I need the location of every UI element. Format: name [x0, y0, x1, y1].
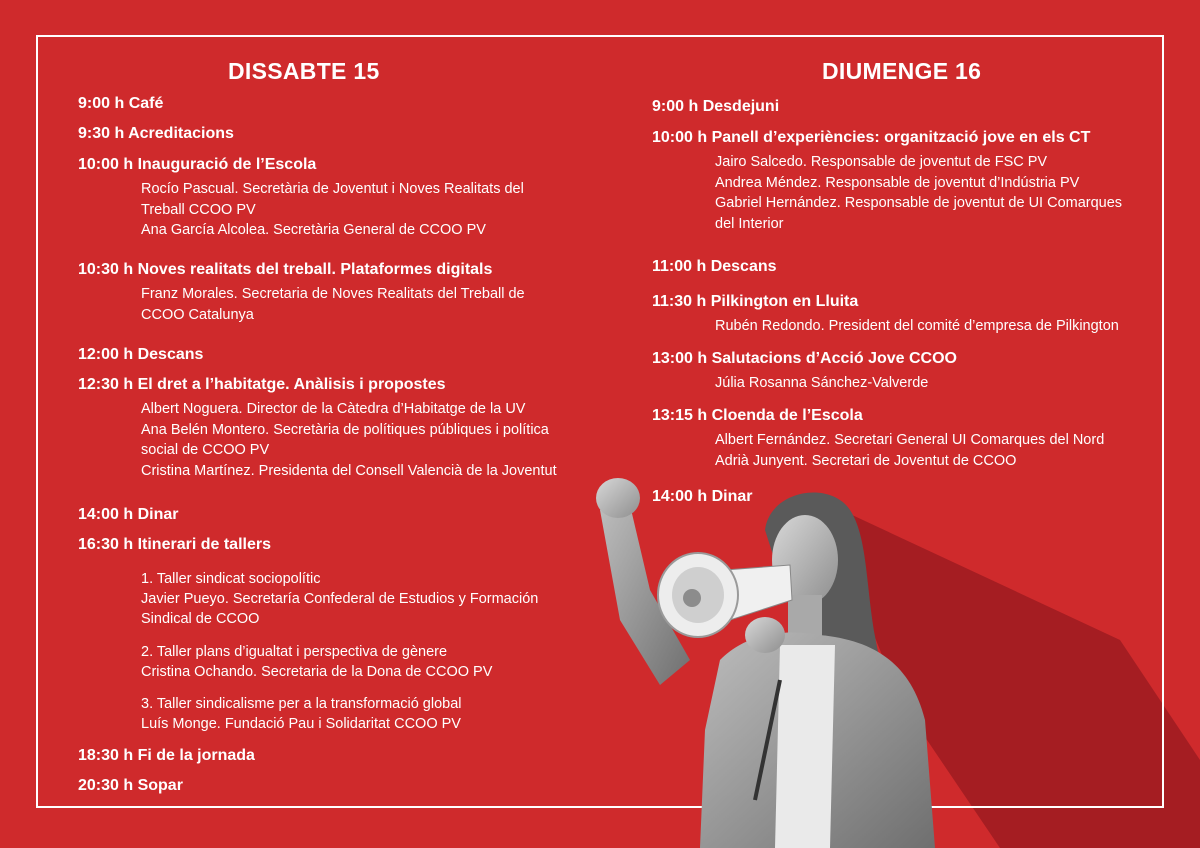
- speaker: Andrea Méndez. Responsable de joventut d’Indústria PV: [715, 174, 1080, 191]
- speaker-list: [715, 316, 1160, 337]
- schedule-entry: [78, 375, 598, 481]
- workshop-speaker: Luís Monge. Fundació Pau i Solidaritat CCOO PV: [141, 716, 461, 732]
- speaker: Rubén Redondo. President del comité d’empresa de Pilkington: [715, 318, 1119, 334]
- speaker: Jairo Salcedo. Responsable de joventut de FSC PV: [715, 154, 1048, 170]
- entry-title: 9:30 h Acreditacions: [78, 125, 234, 142]
- speaker: Rocío Pascual. Secretària de Joventut i Noves Realitats del Treball CCOO PV: [141, 181, 524, 218]
- schedule-entry: [652, 487, 1172, 507]
- speaker: Ana García Alcolea. Secretària General de CCOO PV: [141, 222, 486, 238]
- speaker: Franz Morales. Secretaria de Noves Realitats del Treball de CCOO Catalunya: [141, 286, 525, 323]
- entry-title: 10:30 h Noves realitats del treball. Plataformes digitals: [78, 261, 493, 278]
- entry-title: 12:00 h Descans: [78, 346, 204, 363]
- entry-title: 18:30 h Fi de la jornada: [78, 747, 255, 764]
- protester-photo: [580, 470, 1000, 848]
- schedule-entry: [78, 155, 598, 241]
- schedule-entry: [652, 128, 1172, 234]
- entry-title: 10:00 h Inauguració de l’Escola: [78, 156, 317, 173]
- workshop-item: [141, 694, 581, 734]
- schedule-entry: [652, 406, 1172, 471]
- speaker-list: [141, 284, 561, 325]
- entry-title: 14:00 h Dinar: [652, 488, 753, 505]
- entry-title: 14:00 h Dinar: [78, 506, 179, 523]
- entry-title: 13:15 h Cloenda de l’Escola: [652, 407, 863, 424]
- schedule-entry: [652, 97, 1172, 117]
- speaker: Ana Belén Montero. Secretària de polítiques públiques i política social de CCOO PV: [141, 421, 549, 458]
- schedule-entry: [652, 292, 1172, 337]
- workshop-speaker: Javier Pueyo. Secretaría Confederal de Estudios y Formación Sindical de CCOO: [141, 591, 539, 627]
- workshop-item: [141, 642, 581, 682]
- workshop-name: 2. Taller plans d’igualtat i perspectiva de gènere: [141, 644, 448, 660]
- speaker-list: [141, 179, 561, 241]
- entry-title: 20:30 h Sopar: [78, 777, 183, 794]
- entry-title: 10:00 h Panell d’experiències: organització jove en els CT: [652, 129, 1091, 146]
- schedule-entry: [78, 260, 598, 325]
- speaker-list: [715, 152, 1145, 234]
- schedule-entry: [652, 257, 1172, 277]
- speaker-list: [141, 399, 586, 481]
- schedule-entry: [78, 505, 598, 525]
- entry-title: 11:00 h Descans: [652, 258, 777, 275]
- entry-title: 16:30 h Itinerari de tallers: [78, 536, 271, 553]
- workshop-speaker: Cristina Ochando. Secretaria de la Dona de CCOO PV: [141, 664, 493, 680]
- schedule-entry: [78, 746, 598, 766]
- saturday-title: DISSABTE 15: [228, 58, 380, 84]
- workshop-name: 3. Taller sindicalisme per a la transformació global: [141, 696, 462, 712]
- speaker: Albert Noguera. Director de la Càtedra d’Habitatge de la UV: [141, 401, 526, 417]
- schedule-entry: [652, 349, 1172, 394]
- schedule-entry: [78, 535, 598, 555]
- entry-title: 12:30 h El dret a l’habitatge. Anàlisis i propostes: [78, 376, 446, 393]
- entry-title: 13:00 h Salutacions d’Acció Jove CCOO: [652, 350, 957, 367]
- speaker: Albert Fernández. Secretari General UI Comarques del Nord: [715, 432, 1105, 448]
- entry-title: 11:30 h Pilkington en Lluita: [652, 293, 859, 310]
- speaker: Gabriel Hernández. Responsable de joventut de UI Comarques del Interior: [715, 195, 1123, 232]
- schedule-entry: [78, 124, 598, 144]
- schedule-entry: [78, 345, 598, 365]
- entry-title: 9:00 h Desdejuni: [652, 98, 780, 115]
- workshop-item: [141, 569, 561, 629]
- entry-title: 9:00 h Café: [78, 95, 164, 112]
- speaker-list: [715, 373, 1145, 394]
- schedule-entry: [78, 776, 598, 796]
- speaker-list: [715, 430, 1160, 471]
- speaker: Júlia Rosanna Sánchez-Valverde: [715, 375, 929, 391]
- sunday-title: DIUMENGE 16: [822, 58, 982, 84]
- schedule-entry: [78, 94, 598, 114]
- speaker: Adrià Junyent. Secretari de Joventut de CCOO: [715, 452, 1017, 469]
- speaker: Cristina Martínez. Presidenta del Consell Valencià de la Joventut: [141, 462, 557, 479]
- workshop-name: 1. Taller sindicat sociopolític: [141, 571, 321, 587]
